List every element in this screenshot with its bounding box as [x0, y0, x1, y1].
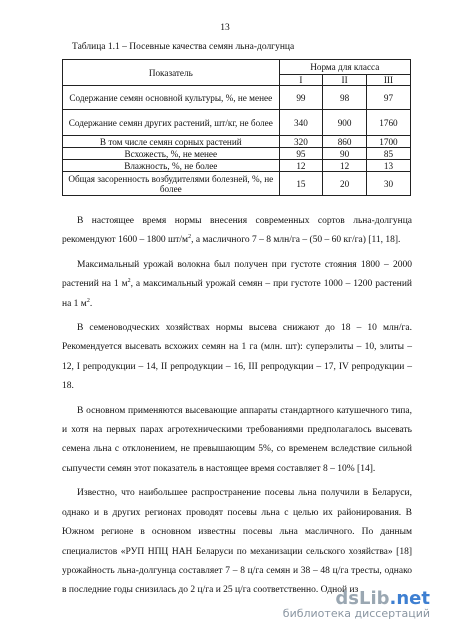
row-value-i: 12 — [279, 160, 323, 172]
row-label: Влажность, %, не более — [63, 160, 280, 172]
row-value-i: 99 — [279, 86, 323, 110]
row-value-iii: 97 — [366, 86, 410, 110]
paragraph: В настоящее время нормы внесения современных сортов льна-долгунца рекомендуют 1600 – 1800 $шт/м^2$, а масличного 7 – 8 млн/га – (50 – 60 кг/га) [11, 18]. — [62, 216, 412, 246]
table-row — [63, 148, 411, 160]
row-value-ii: 98 — [323, 86, 367, 110]
row-value-ii: 12 — [323, 160, 367, 172]
row-label: Содержание семян других растений, шт/кг, не более — [63, 110, 280, 136]
row-value-i: 15 — [279, 172, 323, 196]
page-number: 13 — [220, 23, 230, 33]
dslib-watermark — [283, 588, 430, 620]
row-value-iii: 13 — [366, 160, 410, 172]
table-row — [63, 172, 411, 196]
paragraph: В семеноводческих хозяйствах нормы высева снижают до 18 – 10 млн/га. Рекомендуется высевать всхожих семян на 1 га (млн. шт): суперэлиты – 10, элиты – 12, I репродукции – 14, II репродукции – 16, III репродукции – 17, IV репродукции – 18. — [62, 323, 412, 392]
row-value-i: 340 — [279, 110, 323, 136]
row-label: Всхожесть, %, не менее — [63, 148, 280, 160]
paragraph: Максимальный урожай волокна был получен при густоте стояния 1800 – 2000 растений на 1 $м^2$, а максимальный урожай семян – при густоте 1000 – 1200 растений на 1 $м^2$. — [62, 259, 412, 309]
table-header-row — [63, 60, 411, 75]
header-class-iii: III — [366, 75, 410, 86]
row-value-iii: 1700 — [366, 136, 410, 148]
paragraph: Известно, что наибольшее распространение посевы льна получили в Беларуси, однако и в других регионах проводят посевы льна с целью их районирования. В Южном регионе в основном известны посевы льна масличного. По данным специалистов «РУП НПЦ НАН Беларуси по механизации сельского хозяйства» [18] урожайность льна-долгунца составляет 7 – 8 ц/га семян и 38 – 48 ц/га тресты, однако в последние годы снизилась до 2 ц/га и 25 ц/га соответственно. Одной из — [62, 488, 412, 596]
dslib-logo: dsLib.net — [335, 588, 430, 609]
header-class-group: Норма для класса — [279, 60, 410, 75]
paragraph: В основном применяются высевающие аппараты стандартного катушечного типа, и хотя на первых парах агротехническими требованиями предполагалось высевать семена льна с отклонением, не превышающим 5%, со временем вследствие сильной сыпучести семян этот показатель в настоящее время составляет 8 – 10% [14]. — [62, 405, 412, 474]
row-value-ii: 900 — [323, 110, 367, 136]
row-label: В том числе семян сорных растений — [63, 136, 280, 148]
watermark-subtitle: библиотека диссертаций — [282, 607, 430, 620]
table-row — [63, 110, 411, 136]
table-row — [63, 136, 411, 148]
header-class-ii: II — [323, 75, 367, 86]
table-row — [63, 86, 411, 110]
row-value-i: 320 — [279, 136, 323, 148]
row-value-iii: 85 — [366, 148, 410, 160]
row-value-i: 95 — [279, 148, 323, 160]
body-text — [62, 212, 412, 606]
row-value-ii: 860 — [323, 136, 367, 148]
seed-quality-table — [62, 59, 411, 196]
row-value-iii: 30 — [366, 172, 410, 196]
row-value-iii: 1760 — [366, 110, 410, 136]
table-row — [63, 160, 411, 172]
header-class-i: I — [279, 75, 323, 86]
row-value-ii: 90 — [323, 148, 367, 160]
header-indicator: Показатель — [63, 60, 280, 86]
table-caption: Таблица 1.1 – Посевные качества семян льна-долгунца — [72, 42, 295, 52]
row-label: Содержание семян основной культуры, %, не менее — [63, 86, 280, 110]
row-label: Общая засоренность возбудителями болезней, %, не более — [63, 172, 280, 196]
row-value-ii: 20 — [323, 172, 367, 196]
